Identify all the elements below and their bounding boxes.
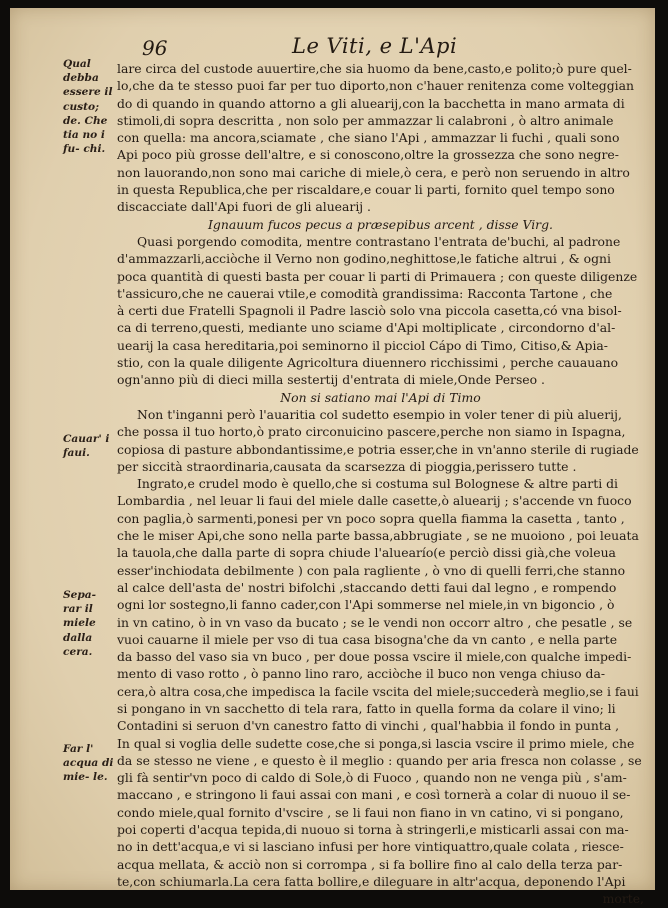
text-line: ogni lor sostegno,li fanno cader,con l'Api sommerse nel miele,in vn bigoncio , ò [117,597,615,613]
text-line: stio, con la quale diligente Agricoltura diuennero ricchissimi , perche cauauano [117,355,619,371]
text-line: da basso del vaso sia vn buco , per doue possa vscire il miele,con qualche impedi- [117,649,632,665]
text-line: per siccità straordinaria,causata da scarsezza di pioggia,perissero tutte . [117,458,577,474]
text-line: In qual si voglia delle sudette cose,che si ponga,si lascia vscire il primo miele, che [117,735,635,751]
text-line: Api poco più grosse dell'altre, e si conoscono,oltre la grossezza che sono negre- [117,147,619,163]
text-line: la tauola,che dalla parte di sopra chiude l'aluearío(e perciò dissi già,che voleua [117,545,616,561]
text-line: gli fà sentir'vn poco di caldo di Sole,ò di Fuoco , quando non ne venga più , s'am- [117,770,627,786]
margin-note-cauar-faui: Cauar' i faui. [63,433,110,460]
text-line: no in dett'acqua,e vi si lasciano infusi per hore vintiquattro,quale colata , riesce- [117,839,624,855]
text-line: copiosa di pasture abbondantissime,e potria esser,che in vn'anno sterile di rugiade [117,441,639,457]
text-line: mento di vaso rotto , ò panno lino raro, acciòche il buco non venga chiuso da- [117,666,606,682]
text-line: discacciate dall'Api fuori de gli aluearij . [117,199,371,215]
text-line: à certi due Fratelli Spagnoli il Padre lasciò solo vna piccola casetta,có vna bisol- [117,303,622,319]
italic-quote: Non si satiano mai l'Api di Timo [280,389,481,405]
text-line: in vn catino, ò in vn vaso da bucato ; se le vendi non occorr altro , che pesatle , se [117,614,633,630]
text-line: lare circa del custode auuertire,che sia huomo da bene,casto,e polito;ò pure quel- [117,61,632,76]
text-line: in questa Republica,che per riscaldare,e couar li parti, fornito quel tempo sono [117,182,615,198]
text-line: poca quantità di questi basta per couar li parti di Primauera ; con queste diligenze [117,268,638,284]
text-line: ca di terreno,questi, mediante uno sciame d'Api moltiplicate , circondorno d'al- [117,320,616,336]
running-title: Le Viti, e L'Api [292,34,458,58]
catchword: morte, [602,891,644,907]
text-line: non lauorando,non sono mai cariche di miele,ò cera, e però non seruendo in altro [117,164,630,180]
text-line: Contadini si seruon d'vn canestro fatto di vinchi , qual'habbia il fondo in punta , [117,718,620,734]
latin-quote: Ignauum fucos pecus a præsepibus arcent , disse Virg. [208,216,553,232]
text-line: con paglia,ò sarmenti,ponesi per vn poco sopra quella fiamma la casetta , tanto , [117,510,625,526]
body-text [117,60,644,908]
text-line: Non t'inganni però l'auaritia col sudetto esempio in voler tener di più aluerij, [137,406,622,422]
text-line: stimoli,di sopra descritta , non solo per ammazzar li calabroni , ò altro animale [117,112,614,128]
book-page [10,8,655,907]
text-line: lo,che da te stesso puoi far per tuo diporto,non c'hauer renitenza come volteggian [117,78,634,94]
text-line: acqua mellata, & acciò non si corrompa , si fa bollire fino al calo della terza par- [117,856,623,872]
text-line: al calce dell'asta de' nostri bifolchi ,staccando detti faui dal legno , e rompendo [117,579,617,595]
margin-note-acqua-miele: Far l' acqua di mie- le. [63,743,114,784]
text-line: d'ammazzarli,acciòche il Verno non godino,neghittose,le fatiche altrui , & ogni [117,251,611,267]
text-line: cera,ò altra cosa,che impedisca la facile vscita del miele;succederà meglio,se i faui [117,683,639,699]
text-line: che le miser Api,che sono nella parte bassa,abbrugiate , se ne muoiono , poi leuata [117,528,639,544]
margin-note-separar-miele: Sepa- rar il miele dalla cera. [63,589,97,658]
margin-note-custode: Qual debba essere il custo; de. Che tia no i fu- chi. [63,58,113,156]
text-line: t'assicuro,che ne cauerai vtile,e comodità grandissima: Racconta Tartone , che [117,285,613,301]
text-line: Quasi porgendo comodita, mentre contrastano l'entrata de'buchi, al padrone [137,233,621,249]
text-line: si pongano in vn sacchetto di tela rara, fatto in quella forma da colare il vino; li [117,700,616,716]
text-line: poi coperti d'acqua tepida,di nuouo si torna à stringerli,e misticarli assai con ma- [117,822,629,838]
text-line: Ingrato,e crudel modo è quello,che si costuma sul Bolognese & altre parti di [137,476,619,492]
page-number: 96 [142,36,168,60]
text-line: condo miele,qual fornito d'vscire , se li faui non fiano in vn catino, vi si pongano, [117,804,624,820]
text-line: esser'inchiodata debilmente ) con pala ragliente , ò vno di quelli ferri,che stanno [117,562,626,578]
text-line: Lombardia , nel leuar li faui del miele dalle casette,ò aluearij ; s'accende vn fuoco [117,493,632,509]
text-line: con quella: ma ancora,sciamate , che siano l'Api , ammazzar li fuchi , quali sono [117,130,620,146]
text-line: vuoi cauarne il miele per vso di tua casa bisogna'che da vn canto , e nella parte [117,631,618,647]
text-line: ogn'anno più di dieci milla sestertij d'entrata di miele,Onde Perseo . [117,372,545,388]
text-line: maccano , e stringono li faui assai con mani , e così tornerà a colar di nuouo il se- [117,787,631,803]
text-line: uearij la casa hereditaria,poi seminorno il picciol Cápo di Timo, Citiso,& Apia- [117,337,608,353]
text-line: da se stesso ne viene , e questo è il meglio : quando per aria fresca non colasse , se [117,752,642,768]
text-line: te,con schiumarla.La cera fatta bollire,e dileguare in altr'acqua, deponendo l'Api [117,873,626,889]
text-line: do di quando in quando attorno a gli aluearij,con la bacchetta in mano armata di [117,95,625,111]
text-line: che possa il tuo horto,ò prato circonuicino pascere,perche non siamo in Ispagna, [117,424,626,440]
